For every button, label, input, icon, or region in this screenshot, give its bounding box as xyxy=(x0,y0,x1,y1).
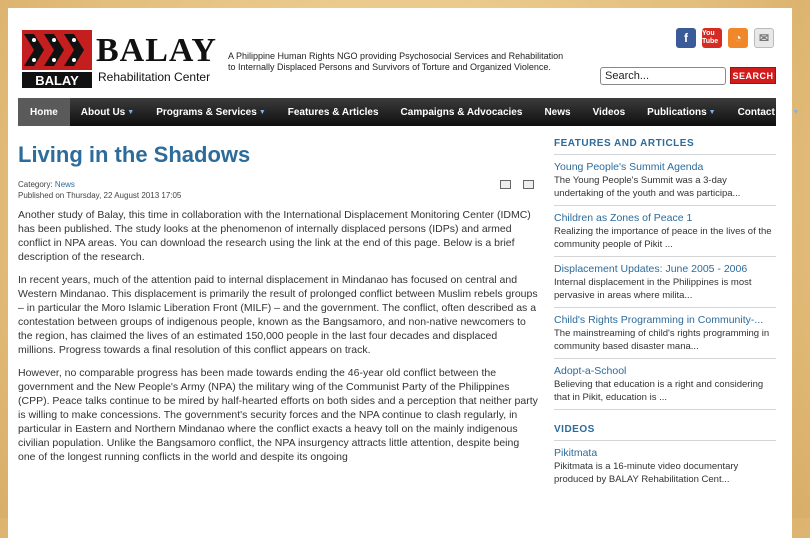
article-tools xyxy=(500,180,534,189)
category-link[interactable]: News xyxy=(54,180,75,189)
site-tagline: A Philippine Human Rights NGO providing Psychosocial Services and Rehabilitation to Internally Displaced Persons and Survivors of Torture and Organized Violence. xyxy=(228,51,564,72)
feature-title-link[interactable]: Child's Rights Programming in Community-... xyxy=(554,314,764,326)
article-paragraph: Another study of Balay, this time in collaboration with the International Displacement Monitoring Center (IDMC) has been published. The study looks at the phenomenon of internally displaced persons (IDPs) and armed conflict in NPA areas. You can download the research using the link at the end of this page. Below is a brief description of the research. xyxy=(18,209,531,263)
nav-about-us[interactable] xyxy=(70,98,145,126)
page-title: Living in the Shadows xyxy=(18,142,251,167)
chevron-down-icon: ▼ xyxy=(708,108,716,116)
print-icon[interactable] xyxy=(500,180,511,189)
email-icon[interactable]: ✉ xyxy=(754,28,774,48)
nav-label: Videos xyxy=(592,106,626,118)
feature-item xyxy=(554,206,776,257)
main-nav xyxy=(18,98,800,126)
nav-contact-us[interactable] xyxy=(727,98,810,126)
category-label: Category: xyxy=(18,180,53,189)
nav-publications[interactable] xyxy=(636,98,726,126)
nav-label: Campaigns & Advocacies xyxy=(400,106,523,118)
nav-videos[interactable] xyxy=(582,98,637,126)
logo-wordmark: BALAY xyxy=(96,32,217,69)
youtube-icon[interactable]: You Tube xyxy=(702,28,722,48)
video-item xyxy=(554,441,776,491)
nav-label: Features & Articles xyxy=(287,106,379,118)
nav-label: Contact Us xyxy=(737,106,791,118)
nav-news[interactable] xyxy=(533,98,581,126)
nav-campaigns-advocacies[interactable] xyxy=(390,98,534,126)
feature-title-link[interactable]: Children as Zones of Peace 1 xyxy=(554,212,693,224)
chevron-down-icon: ▼ xyxy=(127,108,135,116)
search-button[interactable]: SEARCH xyxy=(730,67,776,84)
article-body xyxy=(18,208,538,473)
logo-emblem-icon xyxy=(22,30,92,88)
feature-item xyxy=(554,359,776,410)
feature-title-link[interactable]: Young People's Summit Agenda xyxy=(554,161,704,173)
videos-heading: VIDEOS xyxy=(554,424,776,441)
social-links xyxy=(676,28,774,48)
feature-desc: The Young People's Summit was a 3-day undertaking of the youth and was participa... xyxy=(554,175,741,199)
feature-item xyxy=(554,155,776,206)
feature-item xyxy=(554,257,776,308)
email-icon[interactable] xyxy=(523,180,534,189)
page xyxy=(8,8,800,538)
nav-label: Programs & Services xyxy=(156,106,257,118)
feature-desc: The mainstreaming of child's rights programming in community based disaster mana... xyxy=(554,328,770,352)
feature-desc: Internal displacement in the Philippines is most pervasive in areas where milita... xyxy=(554,277,752,301)
article-paragraph: In recent years, much of the attention paid to internal displacement in Mindanao has focused on central and Western Mindanao. This displacement is primarily the result of prolonged conflict between Muslim rebels groups – in particular the Moro Islamic Liberation Front (MILF) – and the government. The conflict, often described as a contestation between groups of indigenous people, known as the Bangsamoro, and non-native newcomers to the region, has claimed the lives of an estimated 150,000 people in the last four decades and displaced millions. Progress towards a final resolution of this conflict appears on track. xyxy=(18,274,538,356)
features-heading: FEATURES AND ARTICLES xyxy=(554,138,776,155)
nav-home[interactable] xyxy=(18,98,70,126)
published-date: Published on Thursday, 22 August 2013 17:05 xyxy=(18,191,182,200)
nav-programs-services[interactable] xyxy=(145,98,277,126)
chevron-down-icon: ▼ xyxy=(792,108,800,116)
feature-desc: Believing that education is a right and considering that in Pikit, education is ... xyxy=(554,379,764,403)
article-paragraph: However, no comparable progress has been made towards ending the 46-year old conflict between the government and the New People's Army (NPA) the military wing of the Communist Party of the Philippines (CPP). Peace talks continue to be mired by half-hearted efforts on both sides and a perception that neither party is willing to make concessions. The government's security forces and the NPA continue to clash regularly, in particular in Eastern and Northern Mindanao where the conflict exacts a heavy toll on the mainly indigenous civilian population. Unlike the Bangsamoro conflict, the NPA insurgency attracts little attention, despite being one of the longest running conflicts in the world and despite its ongoing xyxy=(18,367,538,463)
feature-title-link[interactable]: Adopt-a-School xyxy=(554,365,627,377)
sidebar xyxy=(554,138,776,491)
nav-label: About Us xyxy=(80,106,126,118)
facebook-icon[interactable]: f xyxy=(676,28,696,48)
video-title-link[interactable]: Pikitmata xyxy=(554,447,598,459)
chevron-down-icon: ▼ xyxy=(258,108,266,116)
feature-item xyxy=(554,308,776,359)
nav-label: News xyxy=(544,106,571,118)
logo-emblem-text: BALAY xyxy=(35,73,79,88)
rss-icon[interactable]: ◔ xyxy=(728,28,748,48)
feature-desc: Realizing the importance of peace in the lives of the community people of Pikit ... xyxy=(554,226,772,250)
article-meta xyxy=(18,179,181,201)
logo-subtitle: Rehabilitation Center xyxy=(98,70,211,84)
nav-label: Publications xyxy=(647,106,707,118)
feature-title-link[interactable]: Displacement Updates: June 2005 - 2006 xyxy=(554,263,748,275)
balay-logo[interactable] xyxy=(22,30,222,88)
video-desc: Pikitmata is a 16-minute video documentary produced by BALAY Rehabilitation Cent... xyxy=(554,461,739,485)
search-input[interactable] xyxy=(600,67,726,85)
nav-features-articles[interactable] xyxy=(277,98,390,126)
nav-label: Home xyxy=(30,106,58,118)
